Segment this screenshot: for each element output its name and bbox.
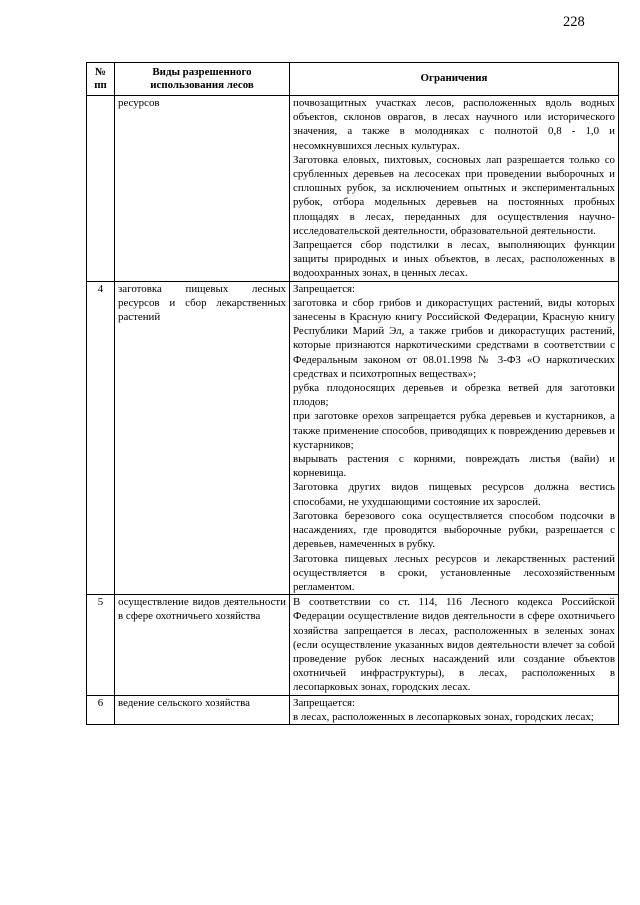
restriction-paragraph: В соответствии со ст. 114, 116 Лесного кодекса Российской Федерации осуществление видов деятельности в сфере охотничьего хозяйства запрещается в лесах, расположенных в зеленых зонах (если осуществление указанных видов деятельности влечет за собой проведение рубок лесных насаждений или создание объектов охотничьей инфраструктуры), в лесах, расположенных в лесопарковых зонах, городских лесах. [293, 596, 615, 694]
restriction-paragraph: вырывать растения с корнями, повреждать листья (вайи) и корневища. [293, 453, 615, 480]
table-row [87, 96, 619, 282]
restriction-paragraph: заготовка и сбор грибов и дикорастущих растений, виды которых занесены в Красную книгу Российской Федерации, Красную книгу Республики Марий Эл, а также грибов и дикорастущих растений, которые признаются наркотическими средствами в соответствии с Федеральным законом от 08.01.1998 № 3-ФЗ «О наркотических средствах и психотропных веществах»; [293, 296, 615, 380]
page-number: 228 [563, 14, 585, 30]
row-restrictions [290, 695, 619, 724]
restriction-paragraph: Заготовка березового сока осуществляется способом подсочки в насаждениях, где проводятся выборочные рубки, разрешается с деревьев, намеченных в рубку. [293, 509, 615, 551]
row-num [87, 96, 115, 282]
restriction-paragraph: Запрещается: [293, 696, 356, 709]
header-restrictions: Ограничения [290, 63, 619, 96]
row-kind: ведение сельского хозяйства [115, 695, 290, 724]
table-header-row [87, 63, 619, 96]
row-kind: ресурсов [115, 96, 290, 282]
restriction-paragraph: почвозащитных участках лесов, расположенных вдоль водных объектов, склонов оврагов, в лесах научного или исторического значения, а также в молодняках с полнотой 0,8 - 1,0 и несомкнувшихся лесных культурах. [293, 97, 615, 152]
header-kind: Виды разрешенного использования лесов [115, 63, 290, 96]
table-row [87, 595, 619, 695]
restriction-paragraph: Запрещается: [293, 282, 356, 295]
row-kind: осуществление видов деятельности в сфере охотничьего хозяйства [115, 595, 290, 695]
row-kind: заготовка пищевых лесных ресурсов и сбор лекарственных растений [115, 281, 290, 594]
restriction-paragraph: Заготовка пищевых лесных ресурсов и лекарственных растений осуществляется в сроки, установленные лесохозяйственным регламентом. [293, 552, 615, 593]
row-num: 5 [87, 595, 115, 695]
row-restrictions [290, 96, 619, 282]
restriction-paragraph: Заготовка еловых, пихтовых, сосновых лап разрешается только со срубленных деревьев на лесосеках при проведении выборочных и сплошных рубок, за исключением опытных и экспериментальных рубок, отбора модельных деревьев на постоянных пробных площадях в лесах, переданных для осуществления научно-исследовательской деятельности, образовательной деятельности. [293, 153, 615, 237]
restriction-paragraph: рубка плодоносящих деревьев и обрезка ветвей для заготовки плодов; [293, 382, 615, 409]
restriction-paragraph: при заготовке орехов запрещается рубка деревьев и кустарников, а также применение способов, приводящих к повреждению деревьев и кустарников; [293, 410, 615, 451]
row-num: 4 [87, 281, 115, 594]
row-num: 6 [87, 695, 115, 724]
restriction-paragraph: Запрещается сбор подстилки в лесах, выполняющих функции защиты природных и иных объектов, в лесах, расположенных в водоохранных зонах, в ценных лесах. [293, 239, 615, 280]
restriction-paragraph: Заготовка других видов пищевых ресурсов должна вестись способами, не ухудшающими состояние их зарослей. [293, 481, 615, 508]
header-num: № пп [87, 63, 115, 96]
row-restrictions [290, 281, 619, 594]
restrictions-table [86, 62, 619, 725]
table-row [87, 695, 619, 724]
table-row [87, 281, 619, 594]
row-restrictions [290, 595, 619, 695]
restriction-paragraph: в лесах, расположенных в лесопарковых зонах, городских лесах; [293, 710, 594, 723]
